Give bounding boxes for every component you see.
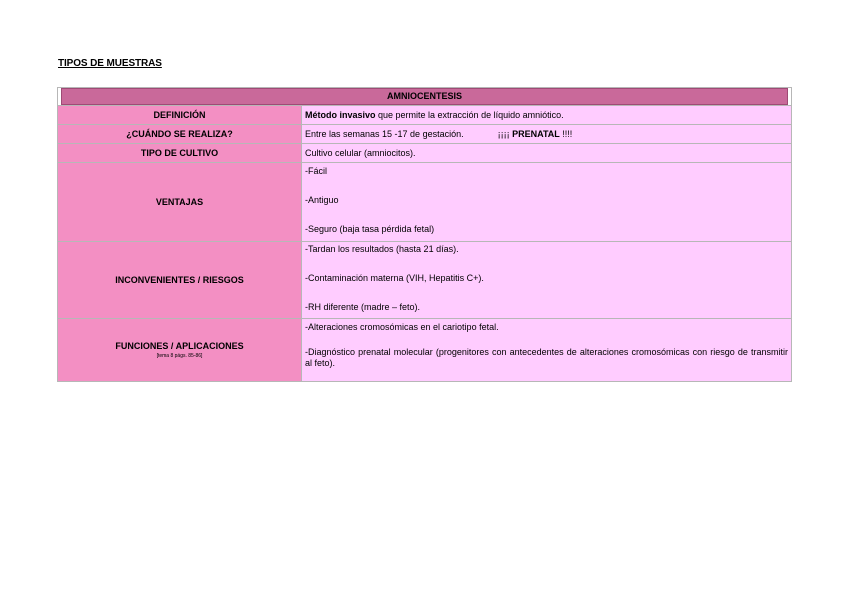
funciones-item: -Alteraciones cromosómicas en el cariotipo fetal. xyxy=(305,322,499,332)
prenatal-note-bold: PRENATAL xyxy=(512,128,560,139)
label-inconvenientes: INCONVENIENTES / RIESGOS xyxy=(58,242,302,319)
page-title: TIPOS DE MUESTRAS xyxy=(58,58,162,69)
row-ventajas xyxy=(58,163,792,242)
label-cuando: ¿CUÁNDO SE REALIZA? xyxy=(58,125,302,144)
value-ventajas xyxy=(302,163,792,242)
table-header-row xyxy=(58,88,792,106)
funciones-item: -Diagnóstico prenatal molecular (progenitores con antecedentes de alteraciones cromosómicas con riesgo de transmitir al feto). xyxy=(305,347,789,368)
value-inconvenientes xyxy=(302,242,792,319)
row-inconvenientes xyxy=(58,242,792,319)
ventajas-item: -Antiguo xyxy=(305,195,339,205)
label-funciones-reference: [tema 8 págs. 85-86] xyxy=(156,353,203,359)
ventajas-item: -Seguro (baja tasa pérdida fetal) xyxy=(305,224,435,234)
table-header: AMNIOCENTESIS xyxy=(61,88,788,105)
amniocentesis-table xyxy=(57,87,792,382)
label-funciones xyxy=(58,319,302,382)
value-definicion xyxy=(302,106,792,125)
ventajas-item: -Fácil xyxy=(305,166,327,176)
inconvenientes-item: -Contaminación materna (VIH, Hepatitis C+). xyxy=(305,273,484,283)
row-definicion xyxy=(58,106,792,125)
value-cuando-text: Entre las semanas 15 -17 de gestación. xyxy=(305,128,464,139)
prenatal-note-suffix: !!!! xyxy=(559,128,573,139)
value-definicion-bold: Método invasivo xyxy=(305,109,376,120)
row-cultivo xyxy=(58,144,792,163)
label-ventajas: VENTAJAS xyxy=(58,163,302,242)
inconvenientes-item: -RH diferente (madre – feto). xyxy=(305,302,421,312)
inconvenientes-item: -Tardan los resultados (hasta 21 días). xyxy=(305,244,459,254)
value-funciones xyxy=(302,319,792,382)
prenatal-note-prefix: ¡¡¡¡ xyxy=(497,128,513,139)
row-cuando xyxy=(58,125,792,144)
label-cultivo: TIPO DE CULTIVO xyxy=(58,144,302,163)
value-definicion-rest: que permite la extracción de líquido amniótico. xyxy=(375,109,564,120)
label-funciones-text: FUNCIONES / APLICACIONES xyxy=(115,341,244,351)
label-definicion: DEFINICIÓN xyxy=(58,106,302,125)
value-cultivo: Cultivo celular (amniocitos). xyxy=(302,144,792,163)
row-funciones xyxy=(58,319,792,382)
value-cuando xyxy=(302,125,792,144)
